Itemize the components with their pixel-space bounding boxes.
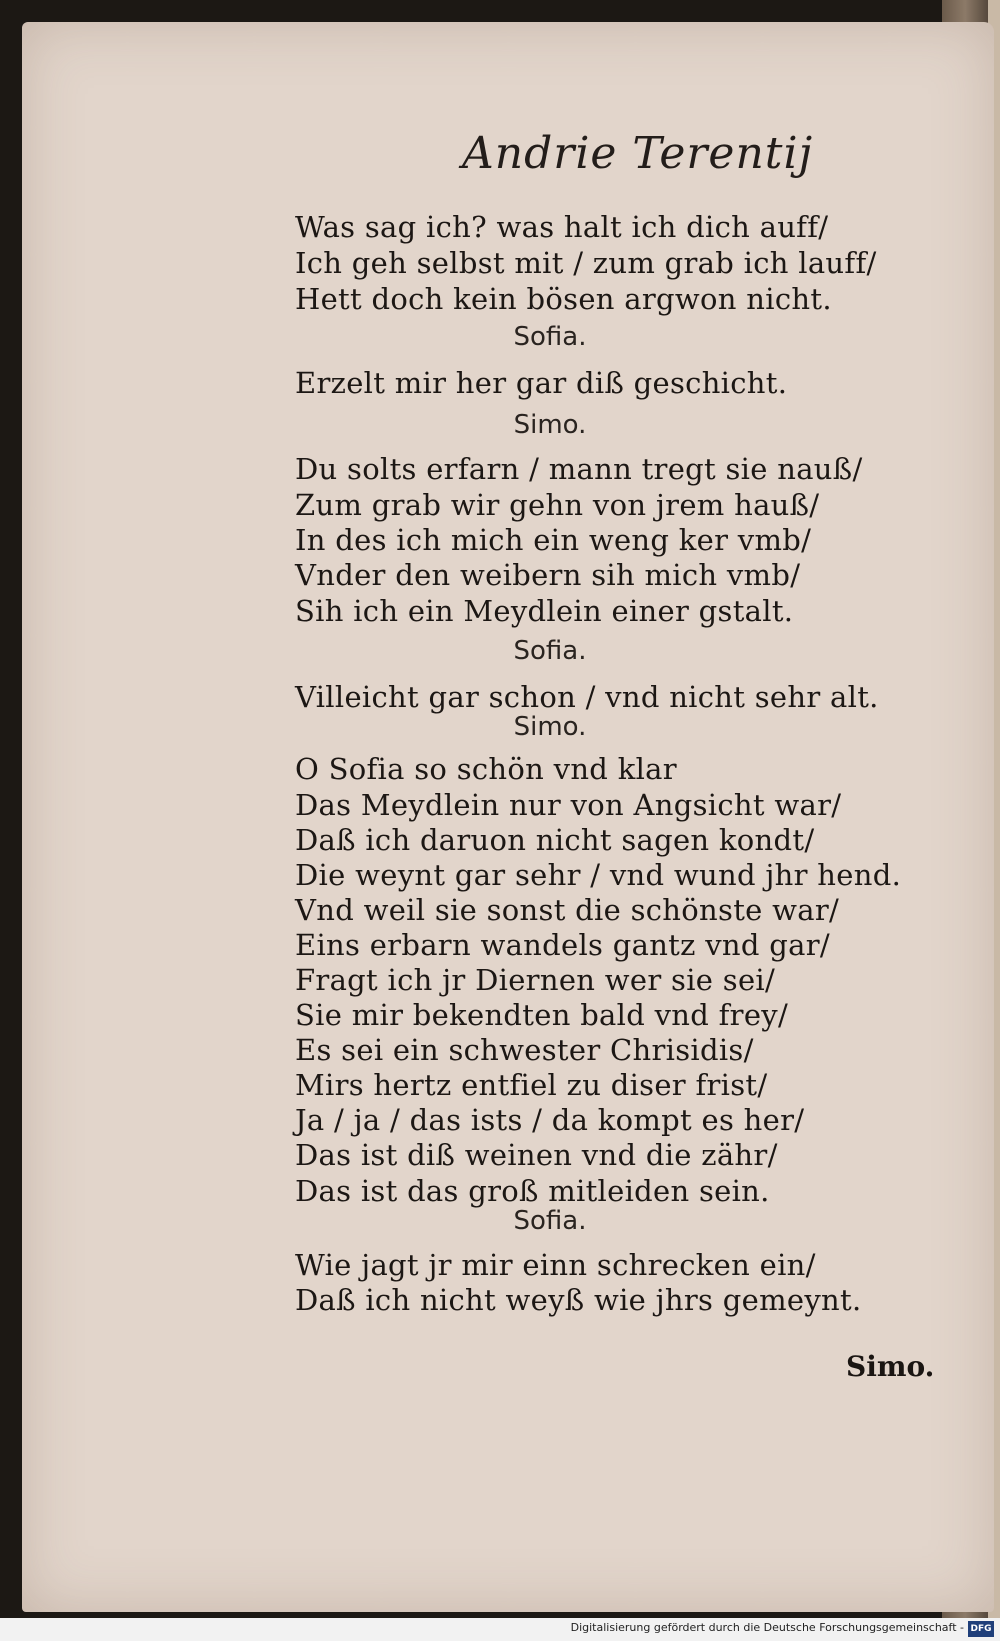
verse-line: Zum grab wir gehn von jrem hauß/	[295, 488, 820, 522]
running-header: Andrie Terentij	[462, 128, 814, 179]
verse-line: Eins erbarn wandels gantz vnd gar/	[295, 928, 830, 962]
verse-line: Hett doch kein bösen argwon nicht.	[295, 282, 832, 316]
verse-line: Vnder den weibern sih mich vmb/	[295, 558, 801, 592]
verse-line: Die weynt gar sehr / vnd wund jhr hend.	[295, 858, 902, 892]
verse-line: Daß ich nicht weyß wie jhrs gemeynt.	[295, 1283, 862, 1317]
verse-line: Mirs hertz entfiel zu diser frist/	[295, 1068, 768, 1102]
verse-line: Daß ich daruon nicht sagen kondt/	[295, 823, 815, 857]
verse-line: Es sei ein schwester Chrisidis/	[295, 1033, 754, 1067]
verse-line: Das ist diß weinen vnd die zähr/	[295, 1138, 778, 1172]
speaker-name: Sofia.	[513, 1206, 587, 1236]
verse-line: Das Meydlein nur von Angsicht war/	[295, 788, 842, 822]
speaker-name: Sofia.	[513, 636, 587, 666]
catchword: Simo.	[846, 1350, 935, 1383]
verse-line: Du solts erfarn / mann tregt sie nauß/	[295, 452, 863, 486]
verse-line: Ja / ja / das ists / da kompt es her/	[295, 1103, 805, 1137]
footer-credit: Digitalisierung gefördert durch die Deutsche Forschungsgemeinschaft -	[570, 1621, 964, 1634]
speaker-name: Sofia.	[513, 322, 587, 352]
verse-line: Fragt ich jr Diernen wer sie sei/	[295, 963, 776, 997]
verse-line: Sih ich ein Meydlein einer gstalt.	[295, 594, 794, 628]
verse-line: Was sag ich? was halt ich dich auff/	[295, 210, 829, 244]
verse-line: Sie mir bekendten bald vnd frey/	[295, 998, 789, 1032]
verse-line: In des ich mich ein weng ker vmb/	[295, 523, 812, 557]
speaker-name: Simo.	[513, 712, 587, 742]
digitization-footer	[0, 1618, 1000, 1641]
verse-line: Das ist das groß mitleiden sein.	[295, 1174, 770, 1208]
verse-line: Wie jagt jr mir einn schrecken ein/	[295, 1248, 816, 1282]
verse-line: Villeicht gar schon / vnd nicht sehr alt.	[295, 680, 879, 714]
dfg-logo: DFG	[968, 1621, 994, 1637]
verse-line: Vnd weil sie sonst die schönste war/	[295, 893, 840, 927]
verse-line: Ich geh selbst mit / zum grab ich lauff/	[295, 246, 877, 280]
speaker-name: Simo.	[513, 410, 587, 440]
verse-line: O Sofia so schön vnd klar	[295, 752, 677, 786]
verse-line: Erzelt mir her gar diß geschicht.	[295, 366, 788, 400]
